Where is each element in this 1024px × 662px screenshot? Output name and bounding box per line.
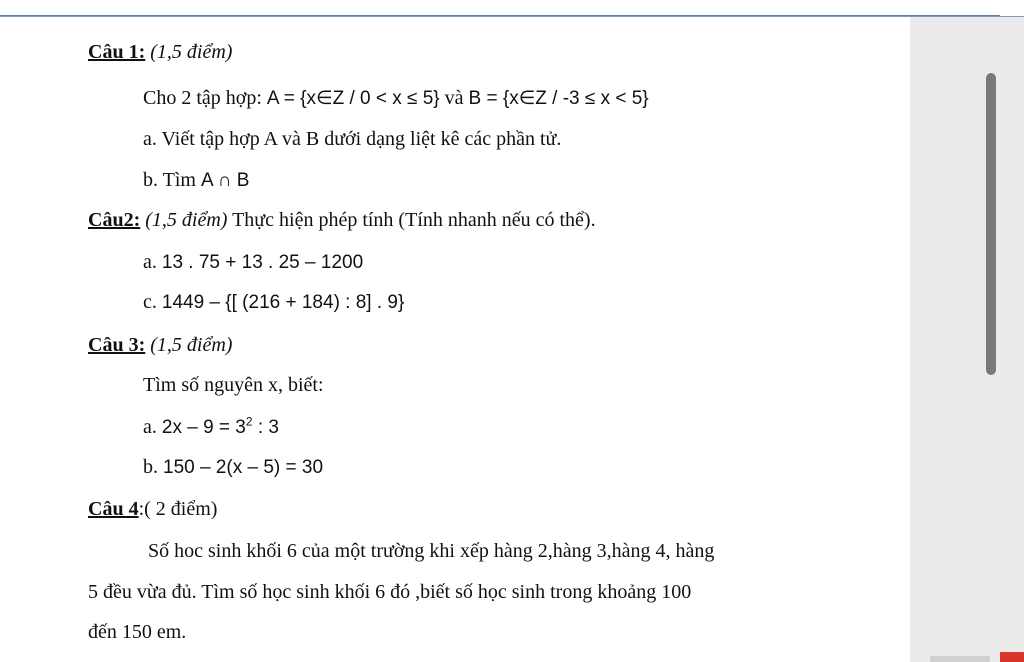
q1-part-b — [143, 168, 249, 193]
q2-heading — [88, 208, 596, 232]
q4-line-3: đến 150 em. — [88, 621, 187, 643]
q2-part-c-expr: 1449 – {[ (216 + 184) : 8] . 9} — [161, 292, 405, 313]
q3-part-a-rhs: : 3 — [252, 417, 279, 438]
q2-part-a — [143, 250, 363, 275]
q3-points: (1,5 điểm) — [150, 334, 233, 356]
q1-and: và — [444, 87, 464, 109]
q4-label: Câu 4 — [88, 498, 139, 520]
q3-part-a — [143, 415, 279, 440]
vertical-scrollbar-thumb[interactable] — [986, 73, 996, 375]
q1-part-b-expr: A ∩ B — [200, 170, 250, 191]
q4-line-2: 5 đều vừa đủ. Tìm số học sinh khối 6 đó ,biết số học sinh trong khoảng 100 — [88, 581, 692, 603]
q1-label: Câu 1: — [88, 41, 146, 63]
q2-points: (1,5 điểm) — [145, 209, 228, 231]
q1-points: (1,5 điểm) — [150, 41, 233, 63]
q2-part-a-prefix: a. — [143, 251, 157, 273]
top-bar-border — [0, 15, 1000, 16]
q1-set-a: A = {x∈Z / 0 < x ≤ 5} — [266, 88, 440, 109]
q4-points: :( 2 điểm) — [138, 498, 218, 520]
status-strip — [930, 656, 990, 662]
q3-part-b — [143, 455, 323, 480]
q4-heading — [88, 497, 217, 521]
q2-part-a-expr: 13 . 75 + 13 . 25 – 1200 — [161, 252, 364, 273]
q3-part-a-expr — [161, 414, 279, 438]
q4-line-1: Số hoc sinh khối 6 của một trường khi xếp hàng 2,hàng 3,hàng 4, hàng — [148, 540, 715, 562]
q1-part-b-prefix: b. Tìm — [143, 169, 196, 191]
corner-indicator — [1000, 652, 1024, 662]
q2-label: Câu2: — [88, 209, 141, 231]
q1-part-a: a. Viết tập hợp A và B dưới dạng liệt kê các phần tử. — [143, 128, 562, 150]
q2-task: Thực hiện phép tính (Tính nhanh nếu có thể). — [232, 209, 596, 231]
q3-part-b-prefix: b. — [143, 456, 158, 478]
q3-heading — [88, 333, 232, 357]
q3-task: Tìm số nguyên x, biết: — [143, 374, 324, 396]
q1-intro: Cho 2 tập hợp: — [143, 87, 262, 109]
q2-part-c — [143, 290, 404, 315]
q1-heading — [88, 40, 232, 64]
q3-part-a-lhs: 2x – 9 = 3 — [161, 417, 246, 438]
q3-label: Câu 3: — [88, 334, 146, 356]
q1-set-b: B = {x∈Z / -3 ≤ x < 5} — [468, 88, 649, 109]
q3-part-b-expr: 150 – 2(x – 5) = 30 — [163, 457, 324, 478]
right-gutter — [910, 17, 1024, 662]
q3-part-a-exponent: 2 — [245, 414, 253, 429]
q2-part-c-prefix: c. — [143, 291, 157, 313]
q1-sets-line — [143, 86, 649, 111]
q3-part-a-prefix: a. — [143, 416, 157, 438]
